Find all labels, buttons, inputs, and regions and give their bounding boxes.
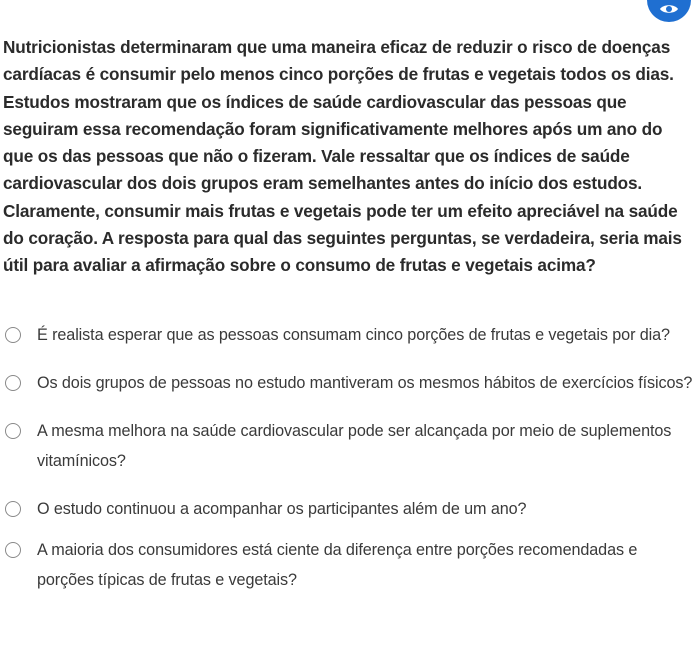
radio-button[interactable]: [5, 375, 21, 391]
answer-option-label: O estudo continuou a acompanhar os participantes além de um ano?: [37, 500, 527, 518]
question-text: Nutricionistas determinaram que uma maneira eficaz de reduzir o risco de doenças cardíacas é consumir pelo menos cinco porções de frutas e vegetais todos os dias. Estudos mostraram que os índices de saúde cardiovascular das pessoas que seguiram essa recomendação foram significativamente melhores após um ano do que os das pessoas que não o fizeram. Vale ressaltar que os índices de saúde cardiovascular dos dois grupos eram semelhantes antes do início dos estudos. Claramente, consumir mais frutas e vegetais pode ter um efeito apreciável na saúde do coração. A resposta para qual das seguintes perguntas, se verdadeira, seria mais útil para avaliar a afirmação sobre o consumo de frutas e vegetais acima?: [3, 37, 682, 276]
answer-option-e[interactable]: [0, 535, 699, 595]
view-toggle-button[interactable]: [647, 0, 691, 22]
answer-option-a[interactable]: [0, 320, 699, 350]
radio-button[interactable]: [5, 423, 21, 439]
answer-options: [0, 320, 699, 613]
answer-option-label: A mesma melhora na saúde cardiovascular pode ser alcançada por meio de suplementos vitamínicos?: [37, 422, 672, 470]
radio-button[interactable]: [5, 542, 21, 558]
answer-option-c[interactable]: [0, 416, 699, 476]
answer-option-label: A maioria dos consumidores está ciente da diferença entre porções recomendadas e porções típicas de frutas e vegetais?: [37, 541, 638, 589]
answer-option-label: É realista esperar que as pessoas consumam cinco porções de frutas e vegetais por dia?: [37, 326, 670, 344]
answer-option-d[interactable]: [0, 494, 699, 524]
eye-icon: [659, 2, 679, 16]
answer-option-b[interactable]: [0, 368, 699, 398]
answer-option-label: Os dois grupos de pessoas no estudo mantiveram os mesmos hábitos de exercícios físicos?: [37, 374, 693, 392]
radio-button[interactable]: [5, 327, 21, 343]
radio-button[interactable]: [5, 501, 21, 517]
